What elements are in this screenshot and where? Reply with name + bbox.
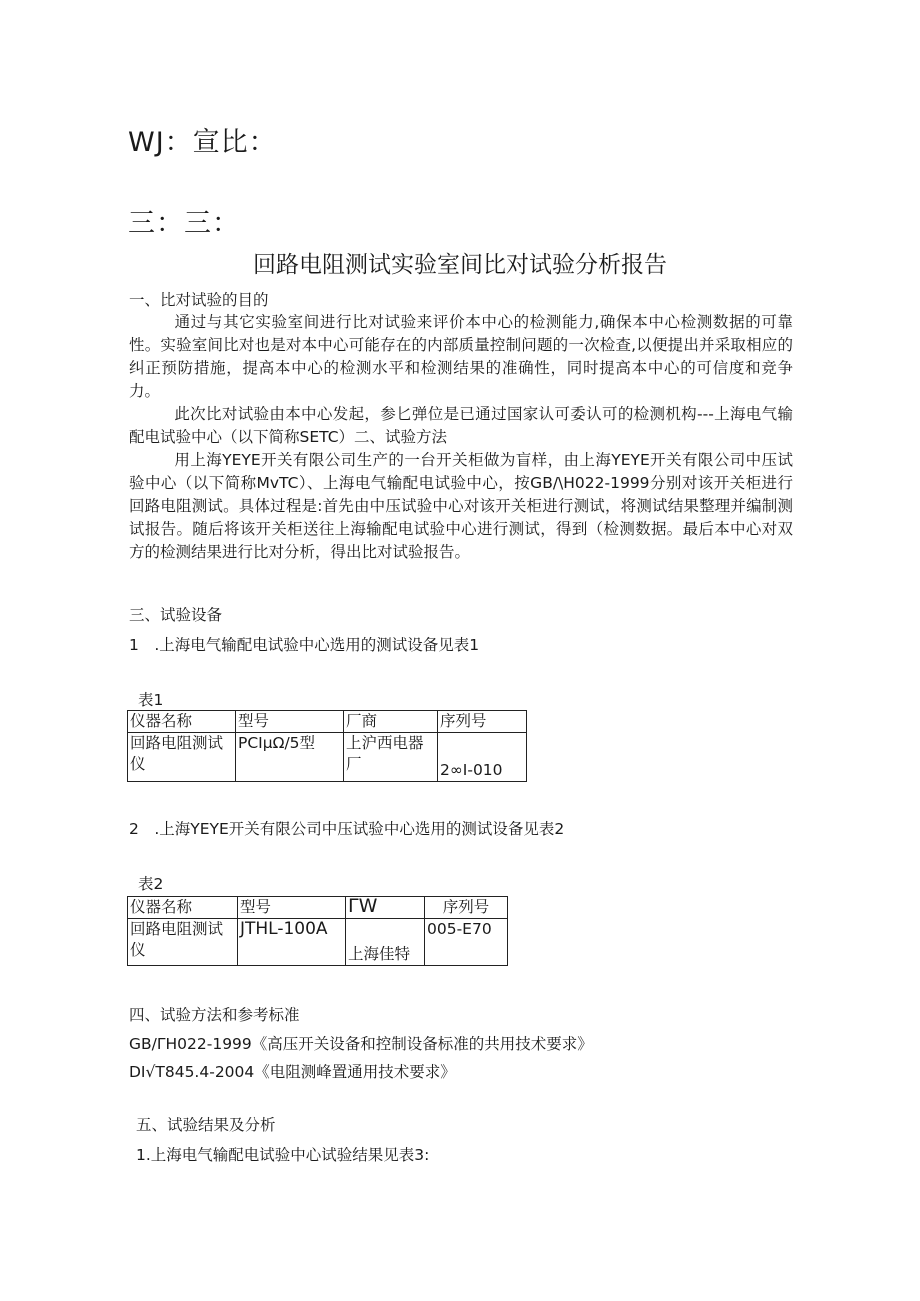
section-3-heading: 三、试验设备 xyxy=(129,606,223,624)
header-line-1: WJ：宣比： xyxy=(128,127,277,158)
section-1-paragraph-2: 此次比对试验由本中心发起，参匕弹位是已通过国家认可委认可的检测机构---上海电气输配电试验中心（以下简称SETC）二、试验方法 xyxy=(129,405,793,446)
section-1-paragraph-1: 通过与其它实验室间进行比对试验来评价本中心的检测能力,确保本中心检测数据的可靠性。实验室间比对也是对本中心可能存在的内部质量控制问题的一次检查,以便提出并采取相应的纠正预防措施，提高本中心的检测水平和检测结果的准确性，同时提高本中心的可信度和竞争力。 xyxy=(129,313,793,400)
table-cell: 上海佳特 xyxy=(346,919,425,966)
table-header-cell: 型号 xyxy=(238,897,346,919)
table-cell: 上沪西电器厂 xyxy=(344,733,438,782)
table-row xyxy=(128,919,508,966)
equipment-item-1: 1 .上海电气输配电试验中心选用的测试设备见表1 xyxy=(129,636,480,654)
standard-2: DI√T845.4-2004《电阻测峰置通用技术要求》 xyxy=(129,1063,456,1081)
table-cell: 回路电阻测试仪 xyxy=(128,919,238,966)
table-cell: 回路电阻测试仪 xyxy=(128,733,236,782)
standard-1: GB/ΓH022-1999《高压开关设备和控制设备标准的共用技术要求》 xyxy=(129,1035,593,1053)
header-line-2: 三：三： xyxy=(128,208,240,239)
table-header-cell: 序列号 xyxy=(425,897,508,919)
report-title: 回路电阻测试实验室间比对试验分析报告 xyxy=(253,252,667,278)
table-2-caption: 表2 xyxy=(138,875,164,893)
table-header-cell: 仪器名称 xyxy=(128,897,238,919)
table-1-caption: 表1 xyxy=(138,691,164,709)
equipment-table-2 xyxy=(127,896,508,966)
table-cell: 005-E70 xyxy=(425,919,508,966)
section-1-heading: 一、比对试验的目的 xyxy=(129,291,269,309)
section-2-paragraph: 用上海YEYE开关有限公司生产的一台开关柜做为盲样，由上海YEYE开关有限公司中压试验中心（以下简称MvTC）、上海电气输配电试验中心，按GB/\H022-1999分别对该开关柜进行回路电阻测试。具体过程是:首先由中压试验中心对该开关柜进行测试，将测试结果整理并编制测试报告。随后将该开关柜送往上海输配电试验中心进行测试，得到（检测数据。最后本中心对双方的检测结果进行比对分析，得出比对试验报告。 xyxy=(129,451,793,561)
section-5-heading: 五、试验结果及分析 xyxy=(136,1116,276,1134)
table-cell: PCIμΩ/5型 xyxy=(236,733,344,782)
table-header-cell: 仪器名称 xyxy=(128,711,236,733)
table-header-row xyxy=(128,711,527,733)
table-header-row xyxy=(128,897,508,919)
section-4-heading: 四、试验方法和参考标准 xyxy=(129,1006,300,1024)
results-item-1: 1.上海电气输配电试验中心试验结果见表3: xyxy=(136,1146,430,1164)
table-header-cell: 厂商 xyxy=(344,711,438,733)
table-header-cell: ΓW xyxy=(346,897,425,919)
table-cell: 2∞I-010 xyxy=(438,733,527,782)
equipment-table-1 xyxy=(127,710,527,782)
table-row xyxy=(128,733,527,782)
table-header-cell: 序列号 xyxy=(438,711,527,733)
table-header-cell: 型号 xyxy=(236,711,344,733)
table-cell: JTHL-100A xyxy=(238,919,346,966)
equipment-item-2: 2 .上海YEYE开关有限公司中压试验中心选用的测试设备见表2 xyxy=(129,820,565,838)
